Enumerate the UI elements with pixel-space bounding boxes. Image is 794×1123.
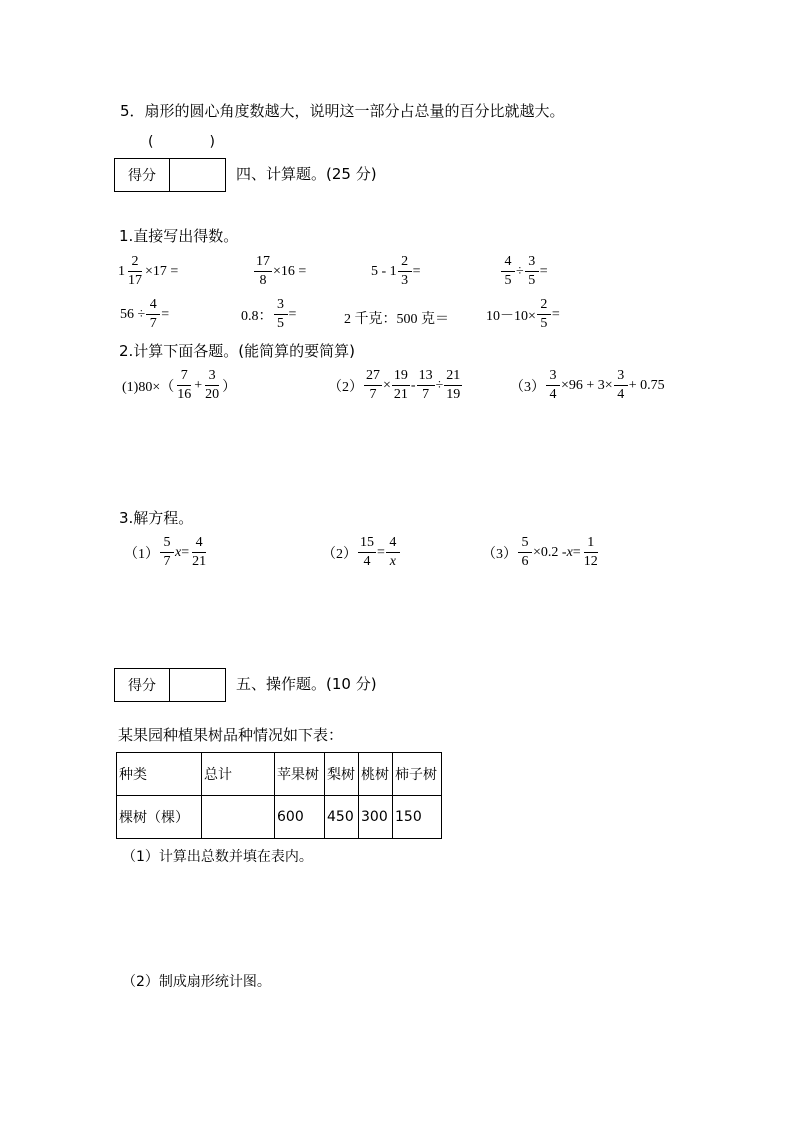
fraction: $\frac{1}{12}$ [583,535,598,569]
table-header-cell: 梨树 [325,753,359,796]
q3-item-1: （1） $\frac{5}{7}$ x = $\frac{4}{21}$ [124,535,207,569]
subquestion-2: （2）制成扇形统计图。 [122,974,271,990]
fraction: $\frac{19}{21}$ [393,368,408,402]
question2-title: 2.计算下面各题。(能简算的要简算) [119,342,356,360]
table-cell: 150 [393,796,442,839]
subquestion-1: （1）计算出总数并填在表内。 [122,849,313,865]
question3-title: 3.解方程。 [119,509,194,527]
q1-item-d: $\frac{4}{5}$ ÷ $\frac{3}{5}$ = [500,255,548,288]
q1-item-h: 10－10× $\frac{2}{5}$ = [486,297,560,331]
fraction: $\frac{7}{16}$ [177,368,192,402]
score-field[interactable] [170,669,225,701]
table-row [117,796,442,839]
fraction: $\frac{3}{4}$ [546,369,560,402]
q1-item-c: 5 - 1 $\frac{2}{3}$ = [371,254,421,288]
table-intro: 某果园种植果树品种情况如下表： [118,726,344,744]
fraction: $\frac{21}{19}$ [446,368,461,402]
fraction: $\frac{2}{17}$ [128,254,142,288]
score-box-section5 [114,668,226,702]
section4-title: 四、计算题。(25 分) [236,165,377,183]
q2-item-1: (1)80×（ $\frac{7}{16}$ + $\frac{3}{20}$ ） [122,368,237,402]
table-header-cell: 桃树 [359,753,393,796]
fraction: $\frac{15}{4}$ [360,535,374,569]
fraction: $\frac{4}{7}$ [146,298,160,331]
judgement-item-5: 5．扇形的圆心角度数越大，说明这一部分占总量的百分比就越大。 [120,102,565,120]
table-header-row [117,753,442,796]
q1-item-g: 2 千克：500 克＝ [344,312,449,327]
fraction: $\frac{13}{7}$ [418,368,433,402]
q1-item-e: 56 ÷ $\frac{4}{7}$ = [120,297,170,331]
fraction: $\frac{4}{21}$ [192,535,207,569]
table-cell: 300 [359,796,393,839]
fraction: $\frac{27}{7}$ [366,368,380,402]
fraction: $\frac{5}{7}$ [160,536,174,569]
table-header-cell: 柿子树 [393,753,442,796]
table-header-cell: 总计 [202,753,275,796]
q2-item-3: （3） $\frac{3}{4}$ ×96 + 3× $\frac{3}{4}$ + 0.75 [510,368,665,402]
q3-item-2: （2） $\frac{15}{4}$ = $\frac{4}{x}$ [322,536,401,569]
question1-title: 1.直接写出得数。 [119,227,239,245]
section5-title: 五、操作题。(10 分) [236,675,377,693]
q2-item-2: （2） $\frac{27}{7}$ × $\frac{19}{21}$ - $\frac{13}{7}$ ÷ $\frac{21}{19}$ [328,368,461,402]
fraction: $\frac{5}{6}$ [518,536,532,569]
q3-item-3: （3） $\frac{5}{6}$ ×0.2 - x = $\frac{1}{12}$ [482,535,598,569]
fraction: $\frac{4}{5}$ [501,255,515,288]
fruit-tree-table [116,752,442,839]
fraction: $\frac{3}{20}$ [205,368,220,402]
fraction: $\frac{2}{5}$ [537,298,551,331]
fraction: $\frac{4}{x}$ [386,536,400,569]
whole-part: 1 [118,263,125,279]
fraction: $\frac{2}{3}$ [398,255,412,288]
answer-blank[interactable]: ( ) [148,134,215,150]
score-label: 得分 [115,669,170,701]
fraction: $\frac{3}{5}$ [274,298,288,331]
total-input-cell[interactable] [202,796,275,839]
table-header-cell: 种类 [117,753,202,796]
q1-item-f: 0.8： $\frac{3}{5}$ = [241,297,297,331]
score-field[interactable] [170,159,225,191]
table-cell: 450 [325,796,359,839]
q1-item-b: $\frac{17}{8}$ ×16 = [256,254,307,288]
fraction: $\frac{17}{8}$ [256,254,270,288]
table-cell: 棵树（棵） [117,796,202,839]
table-cell: 600 [275,796,325,839]
fraction: $\frac{3}{4}$ [614,369,628,402]
fraction: $\frac{3}{5}$ [525,255,539,288]
score-label: 得分 [115,159,170,191]
q1-item-a: 1 $\frac{2}{17}$ ×17 = [118,254,179,288]
score-box-section4 [114,158,226,192]
table-header-cell: 苹果树 [275,753,325,796]
